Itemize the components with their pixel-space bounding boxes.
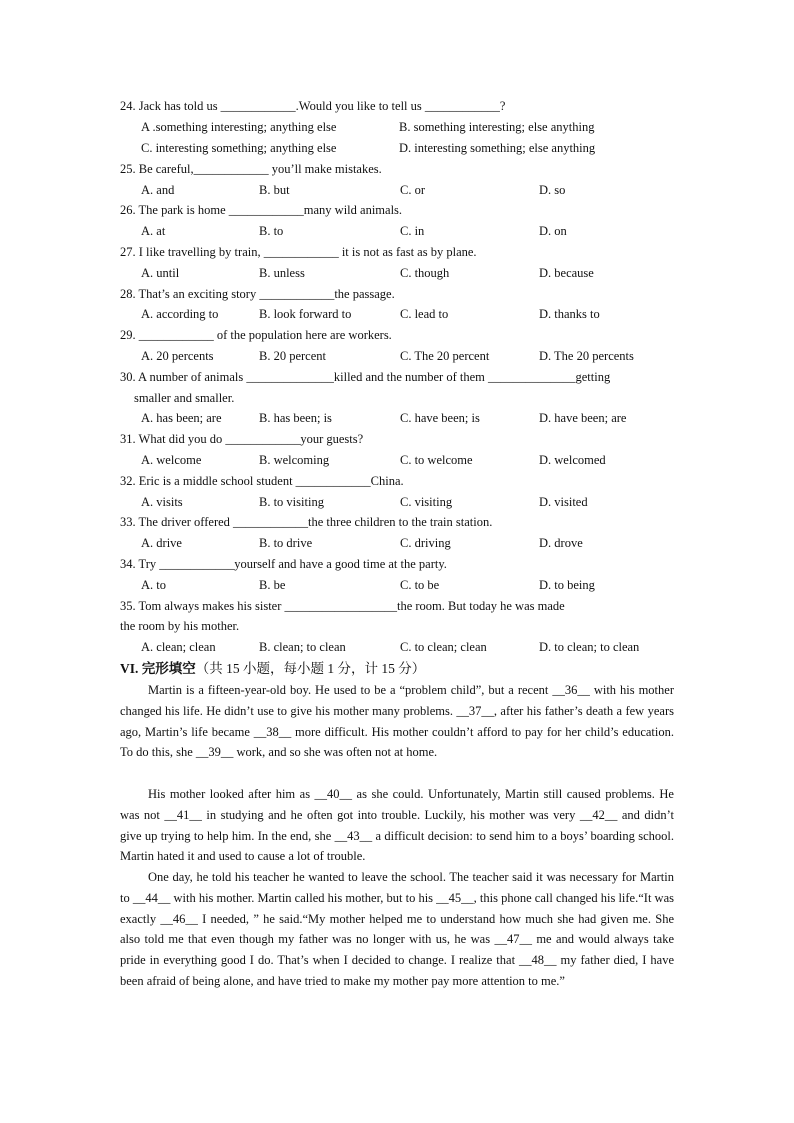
option-a[interactable]: A .something interesting; anything else (141, 120, 337, 134)
option-a[interactable]: A. clean; clean (141, 640, 216, 654)
option-d[interactable]: D. have been; are (539, 411, 627, 425)
question-30: 30. A number of animals ______________killed and the number of them ______________getting (120, 370, 611, 384)
option-b[interactable]: B. look forward to (259, 307, 352, 321)
options-24-row2 (141, 140, 681, 156)
option-b[interactable]: B. clean; to clean (259, 640, 346, 654)
options-30 (141, 410, 681, 426)
option-d[interactable]: D. visited (539, 495, 588, 509)
option-c[interactable]: C. to be (400, 578, 440, 592)
option-b[interactable]: B. to visiting (259, 495, 324, 509)
options-25 (141, 182, 681, 198)
option-a[interactable]: A. and (141, 183, 175, 197)
option-b[interactable]: B. be (259, 578, 286, 592)
option-d[interactable]: D. to being (539, 578, 595, 592)
question-28: 28. That’s an exciting story ____________the passage. (120, 287, 395, 301)
section-heading (120, 660, 425, 678)
option-c[interactable]: C. driving (400, 536, 451, 550)
question-31: 31. What did you do ____________your guests? (120, 432, 364, 446)
option-a[interactable]: A. until (141, 266, 180, 280)
question-26: 26. The park is home ____________many wild animals. (120, 203, 403, 217)
option-a[interactable]: A. according to (141, 307, 219, 321)
question-32: 32. Eric is a middle school student ____________China. (120, 474, 404, 488)
option-b[interactable]: B. but (259, 183, 290, 197)
passage-paragraph-3: One day, he told his teacher he wanted to leave the school. The teacher said it was necessary for Martin to __44__ with his mother. Martin called his mother, but to his __45__, this phone call changed his life.“It was exactly __46__ I needed, ” he said.“My mother helped me to understand how much she had given me. She also told me that even though my father was no longer with us, he was __47__ me and would always take pride in everything good I do. That’s when I decided to change. I realize that __48__ my father died, I have been afraid of being alone, and have tried to make my mother pay more attention to me.” (120, 870, 674, 988)
option-b[interactable]: B. has been; is (259, 411, 332, 425)
option-b[interactable]: B. to (259, 224, 284, 238)
passage-paragraph-2: His mother looked after him as __40__ as she could. Unfortunately, Martin still caused problems. He was not __41__ in studying and he often got into trouble. Luckily, his mother was very __42__ and didn’t give up trying to help him. In the end, she __43__ a difficult decision: to send him to a boys’ boarding school. Martin hated it and used to cause a lot of trouble. (120, 787, 674, 864)
question-29: 29. ____________ of the population here are workers. (120, 328, 392, 342)
option-d[interactable]: D. The 20 percents (539, 349, 634, 363)
option-a[interactable]: A. at (141, 224, 166, 238)
section-note: （共 15 小题，每小题 1 分，计 15 分） (195, 661, 426, 676)
question-25: 25. Be careful,____________ you’ll make mistakes. (120, 162, 382, 176)
question-33: 33. The driver offered ____________the three children to the train station. (120, 515, 493, 529)
option-c[interactable]: C. The 20 percent (400, 349, 490, 363)
options-33 (141, 535, 681, 551)
option-c[interactable]: C. interesting something; anything else (141, 141, 337, 155)
option-b[interactable]: B. welcoming (259, 453, 330, 467)
question-35: 35. Tom always makes his sister __________________the room. But today he was made (120, 599, 565, 613)
option-a[interactable]: A. to (141, 578, 166, 592)
options-32 (141, 494, 681, 510)
question-27: 27. I like travelling by train, ____________ it is not as fast as by plane. (120, 245, 477, 259)
option-d[interactable]: D. so (539, 183, 566, 197)
section-title: VI. 完形填空 (120, 661, 196, 676)
options-26 (141, 223, 681, 239)
option-a[interactable]: A. 20 percents (141, 349, 214, 363)
option-c[interactable]: C. visiting (400, 495, 453, 509)
option-b[interactable]: B. something interesting; else anything (399, 120, 595, 134)
passage-paragraph-1: Martin is a fifteen-year-old boy. He used to be a “problem child”, but a recent __36__ with his mother changed his life. He didn’t use to give his mother many problems. __37__, after his father’s death a few years ago, Martin’s life became __38__ more difficult. His mother couldn’t afford to pay for her child’s education. To do this, she __39__ work, and so she was often not at home. (120, 683, 674, 760)
option-c[interactable]: C. to clean; clean (400, 640, 487, 654)
option-b[interactable]: B. 20 percent (259, 349, 326, 363)
option-b[interactable]: B. unless (259, 266, 305, 280)
option-c[interactable]: C. or (400, 183, 425, 197)
option-c[interactable]: C. lead to (400, 307, 449, 321)
options-29 (141, 348, 681, 364)
option-d[interactable]: D. on (539, 224, 567, 238)
option-d[interactable]: D. interesting something; else anything (399, 141, 596, 155)
options-35 (141, 639, 681, 655)
question-24: 24. Jack has told us ____________.Would you like to tell us ____________? (120, 99, 506, 113)
option-d[interactable]: D. welcomed (539, 453, 606, 467)
question-34: 34. Try ____________yourself and have a good time at the party. (120, 557, 447, 571)
options-34 (141, 577, 681, 593)
option-d[interactable]: D. because (539, 266, 594, 280)
options-28 (141, 306, 681, 322)
option-c[interactable]: C. in (400, 224, 425, 238)
options-24-row1 (141, 119, 681, 135)
question-30-continued: smaller and smaller. (134, 391, 235, 405)
option-c[interactable]: C. though (400, 266, 450, 280)
option-a[interactable]: A. has been; are (141, 411, 222, 425)
option-c[interactable]: C. have been; is (400, 411, 480, 425)
options-31 (141, 452, 681, 468)
option-d[interactable]: D. to clean; to clean (539, 640, 640, 654)
option-d[interactable]: D. thanks to (539, 307, 600, 321)
option-a[interactable]: A. visits (141, 495, 183, 509)
option-a[interactable]: A. welcome (141, 453, 202, 467)
question-35-continued: the room by his mother. (120, 619, 240, 633)
option-b[interactable]: B. to drive (259, 536, 313, 550)
options-27 (141, 265, 681, 281)
option-d[interactable]: D. drove (539, 536, 583, 550)
option-a[interactable]: A. drive (141, 536, 182, 550)
option-c[interactable]: C. to welcome (400, 453, 473, 467)
